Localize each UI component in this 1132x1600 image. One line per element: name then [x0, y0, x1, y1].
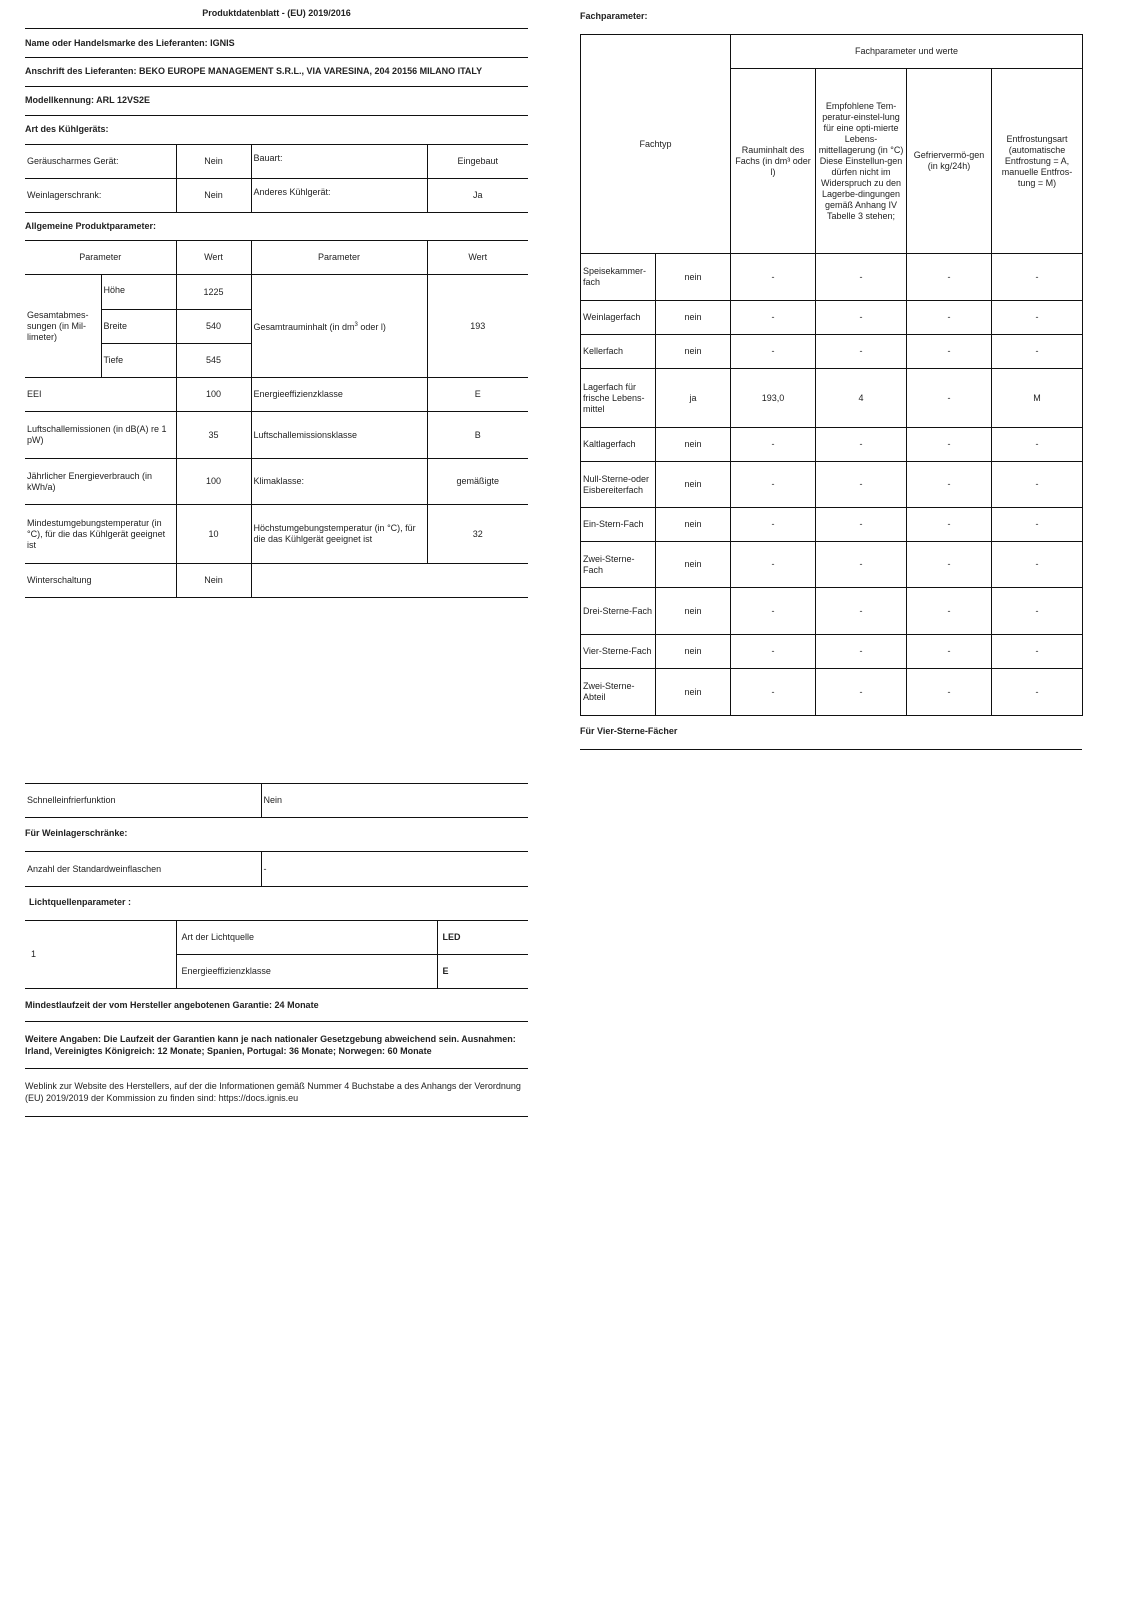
table-row [25, 852, 528, 887]
cell-volume: - [731, 669, 816, 716]
warranty: Mindestlaufzeit der vom Hersteller angebotenen Garantie: 24 Monate [25, 1000, 319, 1010]
header-temp: Empfohlene Tem-peratur-einstel-lung für eine opti-mierte Lebens-mittellagerung (in °C) Diese Einstellun-gen dürfen nicht im Widerspruch zu den Lagerbe-dingungen gemäß Anhang IV Tabelle 3 stehen; [816, 69, 907, 254]
table-row [25, 378, 528, 412]
value: 35 [176, 412, 251, 459]
header-parameter: Parameter [251, 241, 427, 275]
cell-present: ja [656, 369, 731, 428]
light-table [25, 920, 528, 989]
cell-temp: - [816, 428, 907, 462]
cell-defrost: - [992, 542, 1083, 588]
cell-temp: - [816, 254, 907, 301]
divider [25, 1068, 528, 1069]
label: Klimaklasse: [251, 459, 427, 505]
cell-defrost: - [992, 301, 1083, 335]
volume-unit-sup: 3 [354, 321, 358, 328]
table-row [581, 508, 1083, 542]
divider [25, 57, 528, 58]
header-value: Wert [427, 241, 528, 275]
supplier-address: Anschrift des Lieferanten: BEKO EUROPE MANAGEMENT S.R.L., VIA VARESINA, 204 20156 MILANO ITALY [25, 66, 483, 76]
cell-defrost: - [992, 428, 1083, 462]
label: EEI [25, 378, 176, 412]
table-row [25, 145, 528, 179]
cell-volume: - [731, 508, 816, 542]
table-row [581, 254, 1083, 301]
cell-temp: - [816, 669, 907, 716]
header-group: Fachparameter und werte [731, 35, 1083, 69]
cell-temp: - [816, 588, 907, 635]
header-type: Fachtyp [581, 35, 731, 254]
dim-label: Höhe [101, 275, 176, 310]
value: E [437, 955, 528, 989]
label: Mindestumgebungstemperatur (in °C), für die das Kühlgerät geeignet ist [25, 505, 176, 564]
cell-defrost: - [992, 462, 1083, 508]
cell-freeze: - [907, 669, 992, 716]
cell-freeze: - [907, 508, 992, 542]
table-row [581, 335, 1083, 369]
cell-volume: - [731, 428, 816, 462]
cell-defrost: - [992, 254, 1083, 301]
cell-present: nein [656, 508, 731, 542]
cell-temp: - [816, 301, 907, 335]
cell-type: Kellerfach [581, 335, 656, 369]
cell-present: nein [656, 428, 731, 462]
label: Luftschallemissionsklasse [251, 412, 427, 459]
general-params-table [25, 240, 528, 598]
cell-type: Drei-Sterne-Fach [581, 588, 656, 635]
weblink: Weblink zur Website des Herstellers, auf der die Informationen gemäß Nummer 4 Buchstabe a des Anhangs der Verordnung (EU) 2019/2019 der Kommission zu finden sind: https://docs.ignis.eu [25, 1081, 521, 1103]
header-parameter: Parameter [25, 241, 176, 275]
table-row [581, 635, 1083, 669]
cell-freeze: - [907, 369, 992, 428]
divider [25, 1021, 528, 1022]
dim-value: 1225 [176, 275, 251, 310]
appliance-type-table [25, 144, 528, 213]
cell-present: nein [656, 669, 731, 716]
value: 100 [176, 378, 251, 412]
table-row [25, 564, 528, 598]
value: B [427, 412, 528, 459]
cell-freeze: - [907, 542, 992, 588]
table-row [581, 428, 1083, 462]
table-row [581, 669, 1083, 716]
table-row [581, 588, 1083, 635]
label: Schnelleinfrierfunktion [25, 784, 261, 818]
table-row [25, 505, 528, 564]
cell-temp: - [816, 335, 907, 369]
value: 32 [427, 505, 528, 564]
cell-defrost: - [992, 335, 1083, 369]
divider [25, 1116, 528, 1117]
four-star-heading: Für Vier-Sterne-Fächer [580, 726, 678, 736]
cell-temp: - [816, 462, 907, 508]
fast-freeze-table [25, 783, 528, 818]
value: Ja [427, 179, 528, 213]
cell-volume: - [731, 635, 816, 669]
cell-volume: 193,0 [731, 369, 816, 428]
label: Winterschaltung [25, 564, 176, 598]
supplier-name: Name oder Handelsmarke des Lieferanten: IGNIS [25, 38, 235, 48]
dim-label: Tiefe [101, 344, 176, 378]
label: Energieeffizienzklasse [176, 955, 437, 989]
value: 10 [176, 505, 251, 564]
appliance-type-heading: Art des Kühlgeräts: [25, 124, 109, 134]
table-row [581, 462, 1083, 508]
cell-defrost: - [992, 588, 1083, 635]
light-index: 1 [25, 921, 176, 989]
cell-present: nein [656, 542, 731, 588]
cell-volume: - [731, 301, 816, 335]
label: Luftschallemissionen (in dB(A) re 1 pW) [25, 412, 176, 459]
cell-defrost: - [992, 635, 1083, 669]
label: Energieeffizienzklasse [251, 378, 427, 412]
cell-type: Lagerfach für frische Lebens-mittel [581, 369, 656, 428]
wine-table [25, 851, 528, 887]
model-id: Modellkennung: ARL 12VS2E [25, 95, 151, 105]
divider [25, 28, 528, 29]
value: Nein [176, 564, 251, 598]
cell-volume: - [731, 335, 816, 369]
compartments-table [580, 34, 1083, 716]
cell-defrost: M [992, 369, 1083, 428]
cell-type: Null-Sterne-oder Eisbereiterfach [581, 462, 656, 508]
volume-label-text: Gesamtrauminhalt (in dm [253, 321, 355, 332]
table-row [25, 179, 528, 213]
volume-label-suffix: oder l) [357, 321, 386, 332]
label: Höchstumgebungstemperatur (in °C), für die das Kühlgerät geeignet ist [251, 505, 427, 564]
cell-temp: 4 [816, 369, 907, 428]
cell-temp: - [816, 635, 907, 669]
cell-type: Kaltlagerfach [581, 428, 656, 462]
cell-temp: - [816, 508, 907, 542]
volume-value: 193 [427, 275, 528, 378]
label: Anzahl der Standardweinflaschen [25, 852, 261, 887]
label: Anderes Kühlgerät: [251, 179, 427, 213]
cell-type: Zwei-Sterne-Abteil [581, 669, 656, 716]
table-row [581, 369, 1083, 428]
header-volume: Rauminhalt des Fachs (in dm³ oder l) [731, 69, 816, 254]
further-info: Weitere Angaben: Die Laufzeit der Garantien kann je nach nationaler Gesetzgebung abweichend sein. Ausnahmen: Irland, Vereinigtes Königreich: 12 Monate; Spanien, Portugal: 36 Monate; Norwegen: 60 Monate [25, 1034, 516, 1056]
label: Art der Lichtquelle [176, 921, 437, 955]
cell-type: Zwei-Sterne-Fach [581, 542, 656, 588]
cell-present: nein [656, 635, 731, 669]
header-freeze: Gefriervermö-gen (in kg/24h) [907, 69, 992, 254]
dim-value: 540 [176, 310, 251, 344]
divider [25, 86, 528, 87]
value: Nein [176, 179, 251, 213]
cell-freeze: - [907, 588, 992, 635]
cell-defrost: - [992, 669, 1083, 716]
cell-volume: - [731, 462, 816, 508]
cell-type: Vier-Sterne-Fach [581, 635, 656, 669]
cell-volume: - [731, 588, 816, 635]
value: E [427, 378, 528, 412]
value: - [261, 852, 528, 887]
cell-defrost: - [992, 508, 1083, 542]
dim-label: Breite [101, 310, 176, 344]
cell-type: Weinlagerfach [581, 301, 656, 335]
cell-freeze: - [907, 301, 992, 335]
table-row [25, 459, 528, 505]
divider [580, 749, 1082, 750]
header-defrost: Entfrostungsart (automatische Entfrostung = A, manuelle Entfros-tung = M) [992, 69, 1083, 254]
table-row [25, 275, 528, 310]
table-header [25, 241, 528, 275]
label: Bauart: [251, 145, 427, 179]
cell-freeze: - [907, 462, 992, 508]
value: 100 [176, 459, 251, 505]
wine-heading: Für Weinlagerschränke: [25, 828, 128, 838]
table-row [25, 921, 528, 955]
cell-temp: - [816, 542, 907, 588]
cell-present: nein [656, 335, 731, 369]
cell-freeze: - [907, 335, 992, 369]
cell-freeze: - [907, 428, 992, 462]
table-row [581, 301, 1083, 335]
dimensions-label: Gesamtabmes-sungen (in Mil-limeter) [25, 275, 101, 378]
cell-volume: - [731, 542, 816, 588]
page-title: Produktdatenblatt - (EU) 2019/2016 [202, 8, 351, 18]
empty-cell [251, 564, 528, 598]
cell-type: Ein-Stern-Fach [581, 508, 656, 542]
general-params-heading: Allgemeine Produktparameter: [25, 221, 157, 231]
compartments-heading: Fachparameter: [580, 11, 648, 21]
value: Eingebaut [427, 145, 528, 179]
label: Weinlagerschrank: [25, 179, 176, 213]
dim-value: 545 [176, 344, 251, 378]
label: Jährlicher Energieverbrauch (in kWh/a) [25, 459, 176, 505]
cell-freeze: - [907, 254, 992, 301]
cell-present: nein [656, 462, 731, 508]
value: LED [437, 921, 528, 955]
table-row [25, 784, 528, 818]
volume-label [251, 275, 427, 378]
table-header [581, 35, 1083, 69]
cell-present: nein [656, 254, 731, 301]
cell-volume: - [731, 254, 816, 301]
cell-present: nein [656, 301, 731, 335]
table-row [581, 542, 1083, 588]
divider [25, 115, 528, 116]
label: Geräuscharmes Gerät: [25, 145, 176, 179]
cell-freeze: - [907, 635, 992, 669]
header-value: Wert [176, 241, 251, 275]
cell-type: Speisekammer-fach [581, 254, 656, 301]
value: Nein [176, 145, 251, 179]
light-heading: Lichtquellenparameter : [29, 897, 132, 907]
cell-present: nein [656, 588, 731, 635]
value: gemäßigte [427, 459, 528, 505]
table-row [25, 412, 528, 459]
value: Nein [261, 784, 528, 818]
